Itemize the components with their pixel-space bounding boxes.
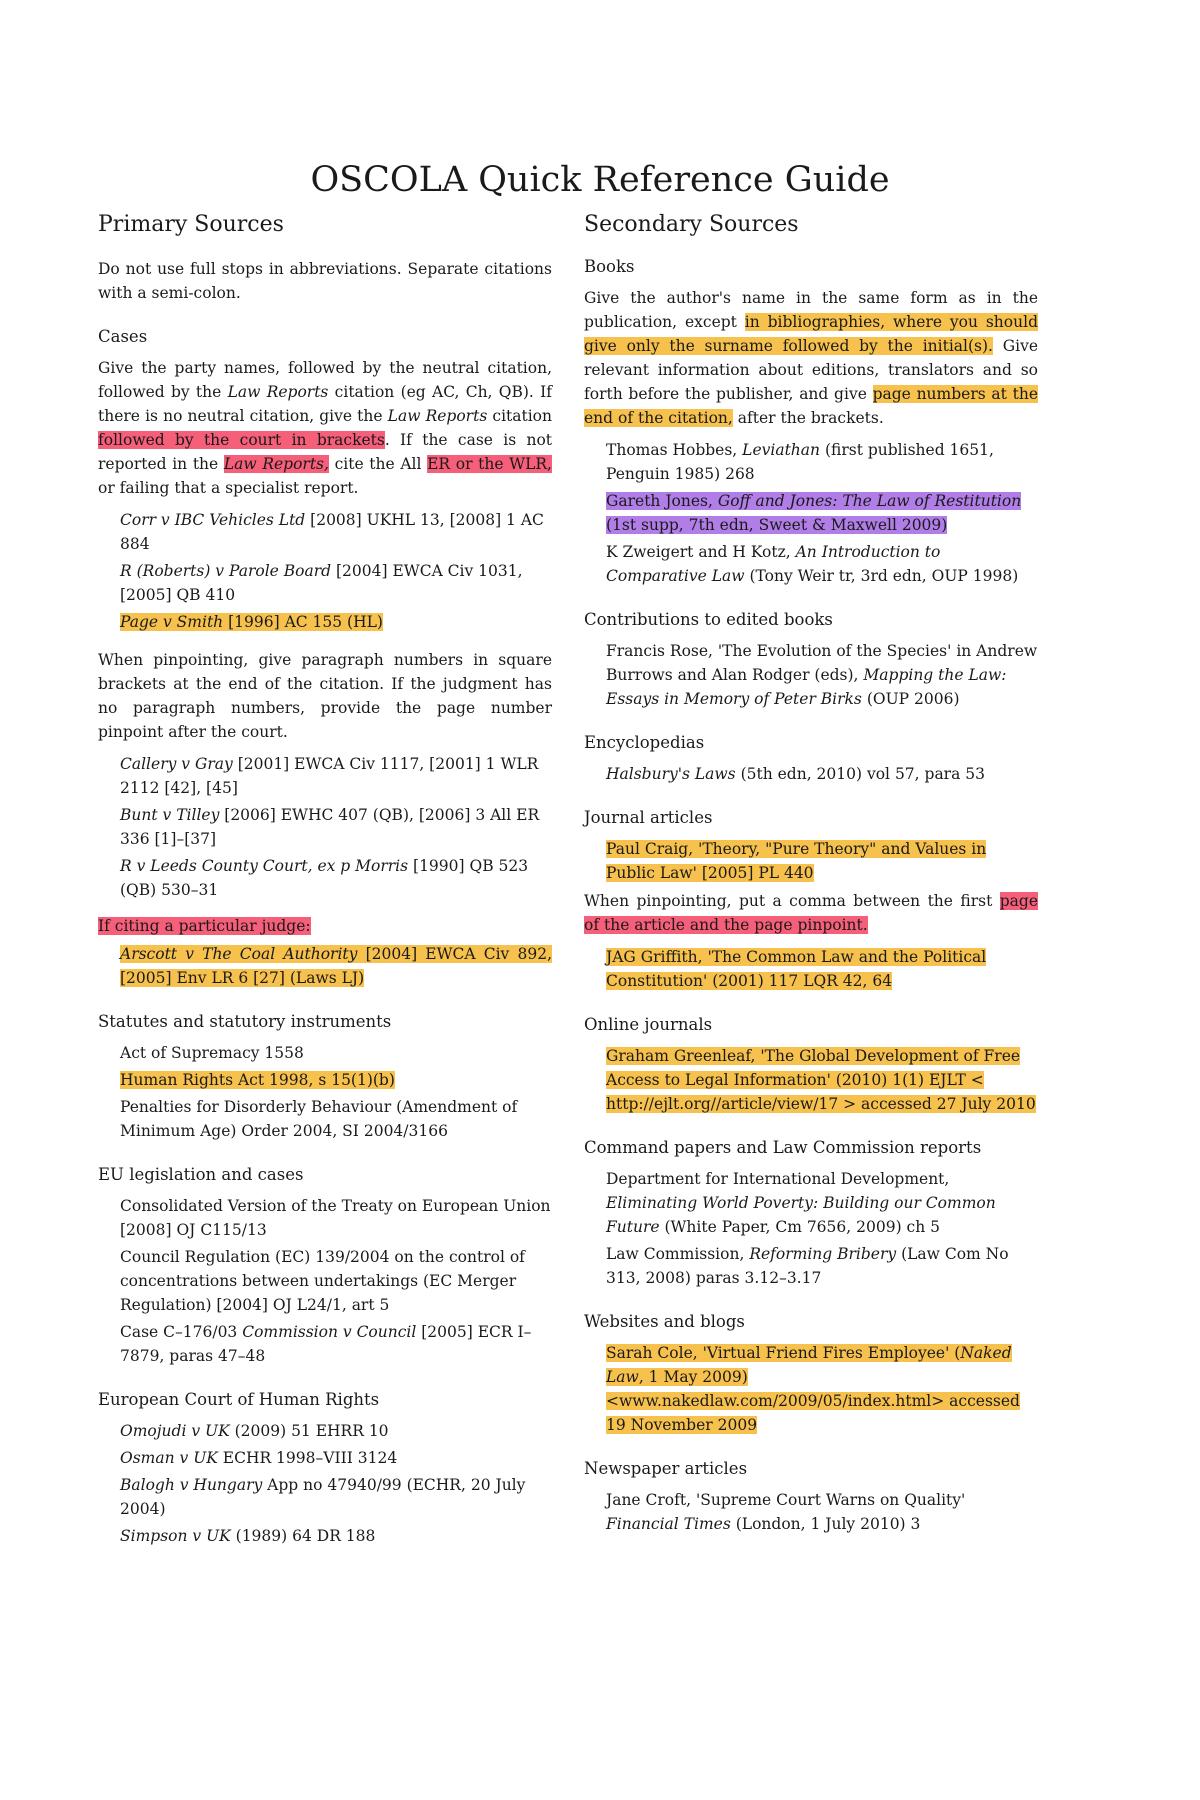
highlight-pink: Law Reports, [223,455,329,473]
highlight-pink: ER or the WLR, [427,455,552,473]
pinpoint-paragraph: When pinpointing, give paragraph numbers in square brackets at the end of the citation. If the judgment has no paragraph numbers, provide the page number pinpoint after the court. [98,651,552,741]
journal-citation [606,837,1038,885]
page-title: OSCOLA Quick Reference Guide [310,160,890,200]
primary-sources-column [98,212,552,1551]
contribution-citation: Francis Rose, 'The Evolution of the Species' in Andrew Burrows and Alan Rodger (eds), Mapping the Law: Essays in Memory of Peter Birks (OUP 2006) [606,642,1038,708]
highlight-yellow: page numbers at the end of the citation, [584,385,1038,427]
highlight-yellow: Graham Greenleaf, 'The Global Development of Free Access to Legal Information' (2010) 1(1) EJLT < http://ejlt.org//article/view/17 > accessed 27 July 2010 [606,1047,1036,1113]
newspaper-heading: Newspaper articles [584,1459,748,1478]
echr-heading: European Court of Human Rights [98,1390,380,1409]
book-citation [606,489,1038,537]
statute-citation [120,1068,552,1092]
command-papers-heading: Command papers and Law Commission reports [584,1138,982,1157]
journal-heading: Journal articles [584,808,713,827]
command-paper-citation: Law Commission, Reforming Bribery (Law Com No 313, 2008) paras 3.12–3.17 [606,1245,1009,1287]
statute-citation: Penalties for Disorderly Behaviour (Amendment of Minimum Age) Order 2004, SI 2004/3166 [120,1098,518,1140]
case-citation: Bunt v Tilley [2006] EWHC 407 (QB), [2006] 3 All ER 336 [1]–[37] [120,806,540,848]
highlight-yellow: JAG Griffith, 'The Common Law and the Political Constitution' (2001) 117 LQR 42, 64 [606,948,987,990]
statute-citation: Act of Supremacy 1558 [120,1044,304,1062]
highlight-pink: If citing a particular judge: [98,917,311,935]
highlight-yellow: Page v Smith [1996] AC 155 (HL) [120,613,383,631]
highlight-yellow: Arscott v The Coal Authority [2004] EWCA Civ 892, [2005] Env LR 6 [27] (Laws LJ) [120,945,552,987]
case-citation: R v Leeds County Court, ex p Morris [1990] QB 523 (QB) 530–31 [120,857,529,899]
journal-pinpoint-paragraph: When pinpointing, put a comma between the first page of the article and the page pinpoint. [584,892,1038,934]
book-citation: Thomas Hobbes, Leviathan (first published 1651, Penguin 1985) 268 [606,441,994,483]
case-citation: Callery v Gray [2001] EWCA Civ 1117, [2001] 1 WLR 2112 [42], [45] [120,755,539,797]
eu-citation: Council Regulation (EC) 139/2004 on the control of concentrations between undertakings (EC Merger Regulation) [2004] OJ L24/1, art 5 [120,1248,525,1314]
eu-heading: EU legislation and cases [98,1165,304,1184]
highlight-purple: Gareth Jones, Goff and Jones: The Law of Restitution (1st supp, 7th edn, Sweet & Maxwell 2009) [606,492,1022,534]
encyclopedia-citation: Halsbury's Laws (5th edn, 2010) vol 57, para 53 [606,765,985,783]
newspaper-citation: Jane Croft, 'Supreme Court Warns on Quality' Financial Times (London, 1 July 2010) 3 [606,1491,966,1533]
command-paper-citation: Department for International Development, Eliminating World Poverty: Building our Common Future (White Paper, Cm 7656, 2009) ch 5 [606,1170,996,1236]
highlight-yellow: Sarah Cole, 'Virtual Friend Fires Employee' (Naked Law, 1 May 2009) <www.nakedlaw.com/2009/05/index.html> accessed 19 November 2009 [606,1344,1020,1434]
primary-sources-heading: Primary Sources [98,212,284,237]
highlight-yellow: Paul Craig, 'Theory, "Pure Theory" and Values in Public Law' [2005] PL 440 [606,840,987,882]
online-journal-citation [606,1044,1038,1116]
echr-citation: Simpson v UK (1989) 64 DR 188 [120,1527,376,1545]
judge-note [98,914,552,938]
journal-citation [606,945,1038,993]
case-citation [120,610,552,634]
highlight-pink: page of the article and the page pinpoint. [584,892,1038,934]
echr-citation: Omojudi v UK (2009) 51 EHRR 10 [120,1422,389,1440]
case-citation: Corr v IBC Vehicles Ltd [2008] UKHL 13, [2008] 1 AC 884 [120,511,544,553]
books-paragraph: Give the author's name in the same form as in the publication, except in bibliographies, where you should give only the surname followed by the initial(s). Give relevant information about editions, translators and so forth before the publisher, and give page numbers at the end of the citation, after the brackets. [584,289,1038,427]
eu-citation: Case C–176/03 Commission v Council [2005] ECR I–7879, paras 47–48 [120,1323,532,1365]
secondary-sources-column [584,212,1038,1539]
secondary-sources-heading: Secondary Sources [584,212,799,237]
eu-citation: Consolidated Version of the Treaty on European Union [2008] OJ C115/13 [120,1197,551,1239]
online-journals-heading: Online journals [584,1015,713,1034]
contributions-heading: Contributions to edited books [584,610,833,629]
highlight-yellow: Human Rights Act 1998, s 15(1)(b) [120,1071,395,1089]
websites-heading: Websites and blogs [584,1312,745,1331]
highlight-pink: followed by the court in brackets [98,431,385,449]
cases-heading: Cases [98,327,148,346]
statutes-heading: Statutes and statutory instruments [98,1012,392,1031]
cases-paragraph: Give the party names, followed by the neutral citation, followed by the Law Reports citation (eg AC, Ch, QB). If there is no neutral citation, give the Law Reports citation followed by the court in brackets. If the case is not reported in the Law Reports, cite the All ER or the WLR, or failing that a specialist report. [98,359,553,497]
echr-citation: Balogh v Hungary App no 47940/99 (ECHR, 20 July 2004) [120,1476,526,1518]
primary-intro: Do not use full stops in abbreviations. Separate citations with a semi-colon. [98,260,552,302]
case-citation: R (Roberts) v Parole Board [2004] EWCA Civ 1031, [2005] QB 410 [120,562,523,604]
highlight-yellow: in bibliographies, where you should give only the surname followed by the initial(s). [584,313,1038,355]
books-heading: Books [584,257,635,276]
encyclopedias-heading: Encyclopedias [584,733,705,752]
case-citation [120,942,552,990]
echr-citation: Osman v UK ECHR 1998–VIII 3124 [120,1449,398,1467]
website-citation [606,1341,1038,1437]
book-citation: K Zweigert and H Kotz, An Introduction to Comparative Law (Tony Weir tr, 3rd edn, OUP 1998) [606,543,1019,585]
